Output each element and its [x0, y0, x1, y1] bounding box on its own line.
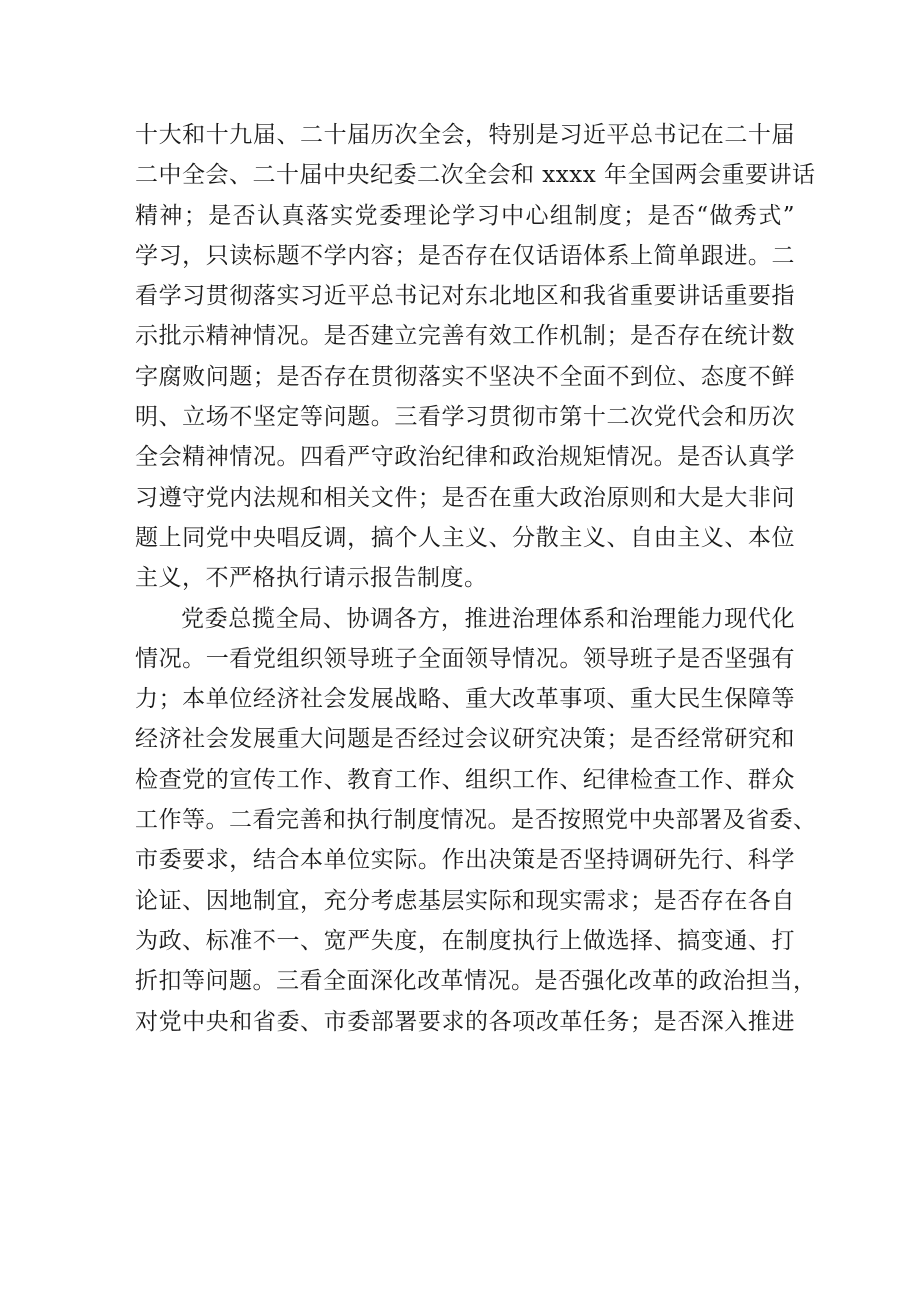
body-text: [135, 115, 817, 1042]
text-line: 力；本单位经济社会发展战略、重大改革事项、重大民生保障等: [135, 686, 795, 713]
text-line: 精神；是否认真落实党委理论学习中心组制度；是否“做秀式”: [135, 202, 795, 229]
text-line: 示批示精神情况。是否建立完善有效工作机制；是否存在统计数: [135, 323, 795, 350]
text-line: 党委总揽全局、协调各方，推进治理体系和治理能力现代化: [181, 605, 795, 632]
paragraph-1: [135, 115, 816, 599]
text-line: 看学习贯彻落实习近平总书记对东北地区和我省重要讲话重要指: [135, 283, 795, 310]
text-line: 明、立场不坚定等问题。三看学习贯彻市第十二次党代会和历次: [135, 404, 795, 431]
text-line: 折扣等问题。三看全面深化改革情况。是否强化改革的政治担当，: [135, 968, 817, 995]
paragraph-2: [135, 599, 817, 1042]
text-line: 主义，不严格执行请示报告制度。: [135, 565, 488, 592]
text-line: 情况。一看党组织领导班子全面领导情况。领导班子是否坚强有: [135, 645, 795, 672]
text-line: 检查党的宣传工作、教育工作、组织工作、纪律检查工作、群众: [135, 766, 795, 793]
text-line: 经济社会发展重大问题是否经过会议研究决策；是否经常研究和: [135, 726, 795, 753]
text-line: 全会精神情况。四看严守政治纪律和政治规矩情况。是否认真学: [135, 444, 795, 471]
text-line: 习遵守党内法规和相关文件；是否在重大政治原则和大是大非问: [135, 484, 795, 511]
text-line: 为政、标准不一、宽严失度，在制度执行上做选择、搞变通、打: [135, 927, 795, 954]
text-line: 题上同党中央唱反调，搞个人主义、分散主义、自由主义、本位: [135, 524, 795, 551]
text-line: 论证、因地制宜，充分考虑基层实际和现实需求；是否存在各自: [135, 887, 795, 914]
text-line: 二中全会、二十届中央纪委二次全会和 xxxx 年全国两会重要讲话: [135, 162, 816, 189]
text-line: 学习，只读标题不学内容；是否存在仅话语体系上简单跟进。二: [135, 242, 795, 269]
text-line: 工作等。二看完善和执行制度情况。是否按照党中央部署及省委、: [135, 807, 817, 834]
text-line: 字腐败问题；是否存在贯彻落实不坚决不全面不到位、态度不鲜: [135, 363, 795, 390]
text-line: 十大和十九届、二十届历次全会，特别是习近平总书记在二十届: [135, 122, 795, 148]
text-line: 市委要求，结合本单位实际。作出决策是否坚持调研先行、科学: [135, 847, 795, 874]
text-line: 对党中央和省委、市委部署要求的各项改革任务；是否深入推进: [135, 1008, 795, 1035]
